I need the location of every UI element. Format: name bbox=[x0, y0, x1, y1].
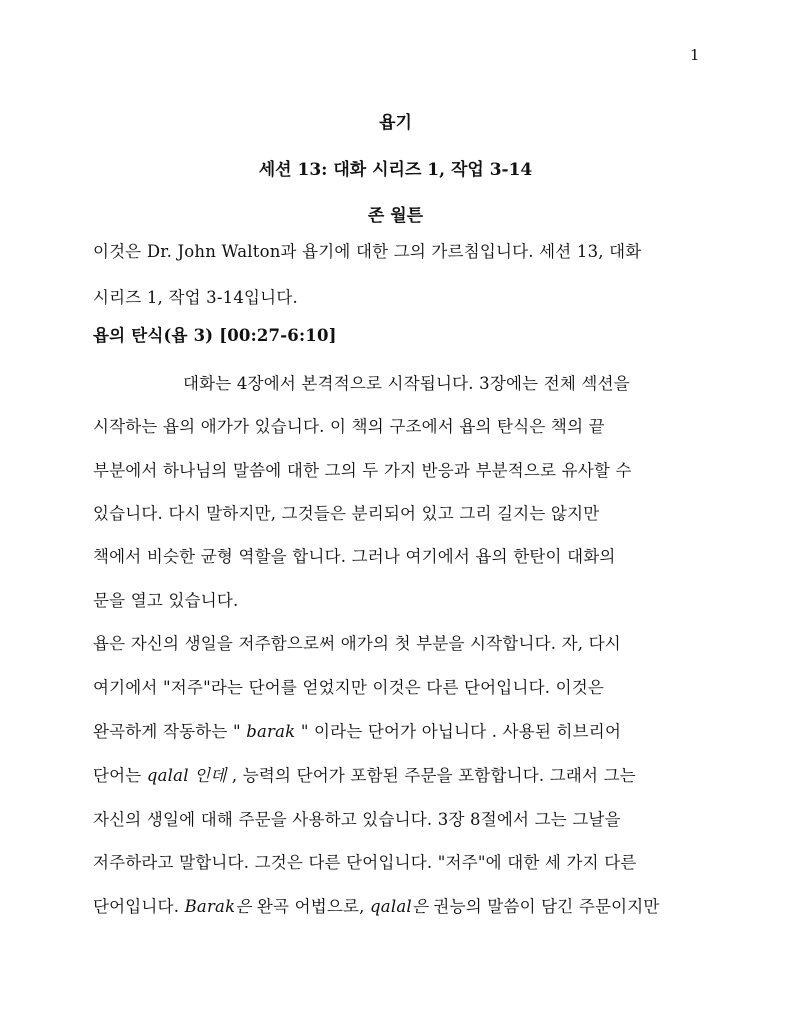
italic-term: Barak은 bbox=[184, 897, 252, 916]
paragraph-line bbox=[93, 762, 636, 786]
paragraph-line: 대화는 4장에서 본격적으로 시작됩니다. 3장에는 전체 섹션을 bbox=[183, 374, 630, 393]
paragraph-line: 있습니다. 다시 말하지만, 그것들은 분리되어 있고 그리 길지는 않지만 bbox=[93, 504, 600, 523]
paragraph-line bbox=[93, 718, 621, 742]
text-span: 완곡 어법으로, bbox=[251, 897, 371, 916]
page-number: 1 bbox=[690, 46, 700, 64]
document-subtitle: 세션 13: 대화 시리즈 1, 작업 3-14 bbox=[258, 160, 533, 180]
text-span: 완곡하게 작동하는 " bbox=[93, 722, 241, 741]
italic-term: barak bbox=[240, 722, 301, 741]
text-span: " 이라는 단어가 아닙니다 . 사용된 히브리어 bbox=[300, 722, 622, 741]
section-heading: 욥의 탄식(욥 3) [00:27-6:10] bbox=[93, 326, 337, 345]
paragraph-line: 책에서 비슷한 균형 역할을 합니다. 그러나 여기에서 욥의 한탄이 대화의 bbox=[93, 547, 616, 566]
paragraph-line: 여기에서 "저주"라는 단어를 얻었지만 이것은 다른 단어입니다. 이것은 bbox=[93, 678, 605, 697]
text-span: 단어는 bbox=[93, 766, 147, 785]
intro-line: 이것은 Dr. John Walton과 욥기에 대한 그의 가르침입니다. 세션 13, 대화 bbox=[93, 242, 642, 261]
text-span: 단어입니다. bbox=[93, 897, 185, 916]
italic-term: qalal 인데 bbox=[146, 766, 227, 785]
document-author: 존 월튼 bbox=[367, 206, 424, 226]
text-span: 권능의 말씀이 담긴 주문이지만 bbox=[427, 897, 660, 916]
paragraph-line: 저주하라고 말합니다. 그것은 다른 단어입니다. "저주"에 대한 세 가지 다른 bbox=[93, 853, 637, 872]
paragraph-line: 욥은 자신의 생일을 저주함으로써 애가의 첫 부분을 시작합니다. 자, 다시 bbox=[93, 634, 621, 653]
paragraph-line bbox=[93, 893, 660, 917]
paragraph-line: 시작하는 욥의 애가가 있습니다. 이 책의 구조에서 욥의 탄식은 책의 끝 bbox=[93, 417, 605, 436]
paragraph-line: 문을 열고 있습니다. bbox=[93, 591, 239, 610]
intro-line: 시리즈 1, 작업 3-14입니다. bbox=[93, 288, 298, 307]
text-span: , 능력의 단어가 포함된 주문을 포함합니다. 그래서 그는 bbox=[226, 766, 636, 785]
document-title: 욥기 bbox=[379, 113, 412, 133]
paragraph-line: 부분에서 하나님의 말씀에 대한 그의 두 가지 반응과 부분적으로 유사할 수 bbox=[93, 461, 632, 480]
paragraph-line: 자신의 생일에 대해 주문을 사용하고 있습니다. 3장 8절에서 그는 그날을 bbox=[93, 810, 621, 829]
italic-term: qalal은 bbox=[370, 897, 428, 916]
